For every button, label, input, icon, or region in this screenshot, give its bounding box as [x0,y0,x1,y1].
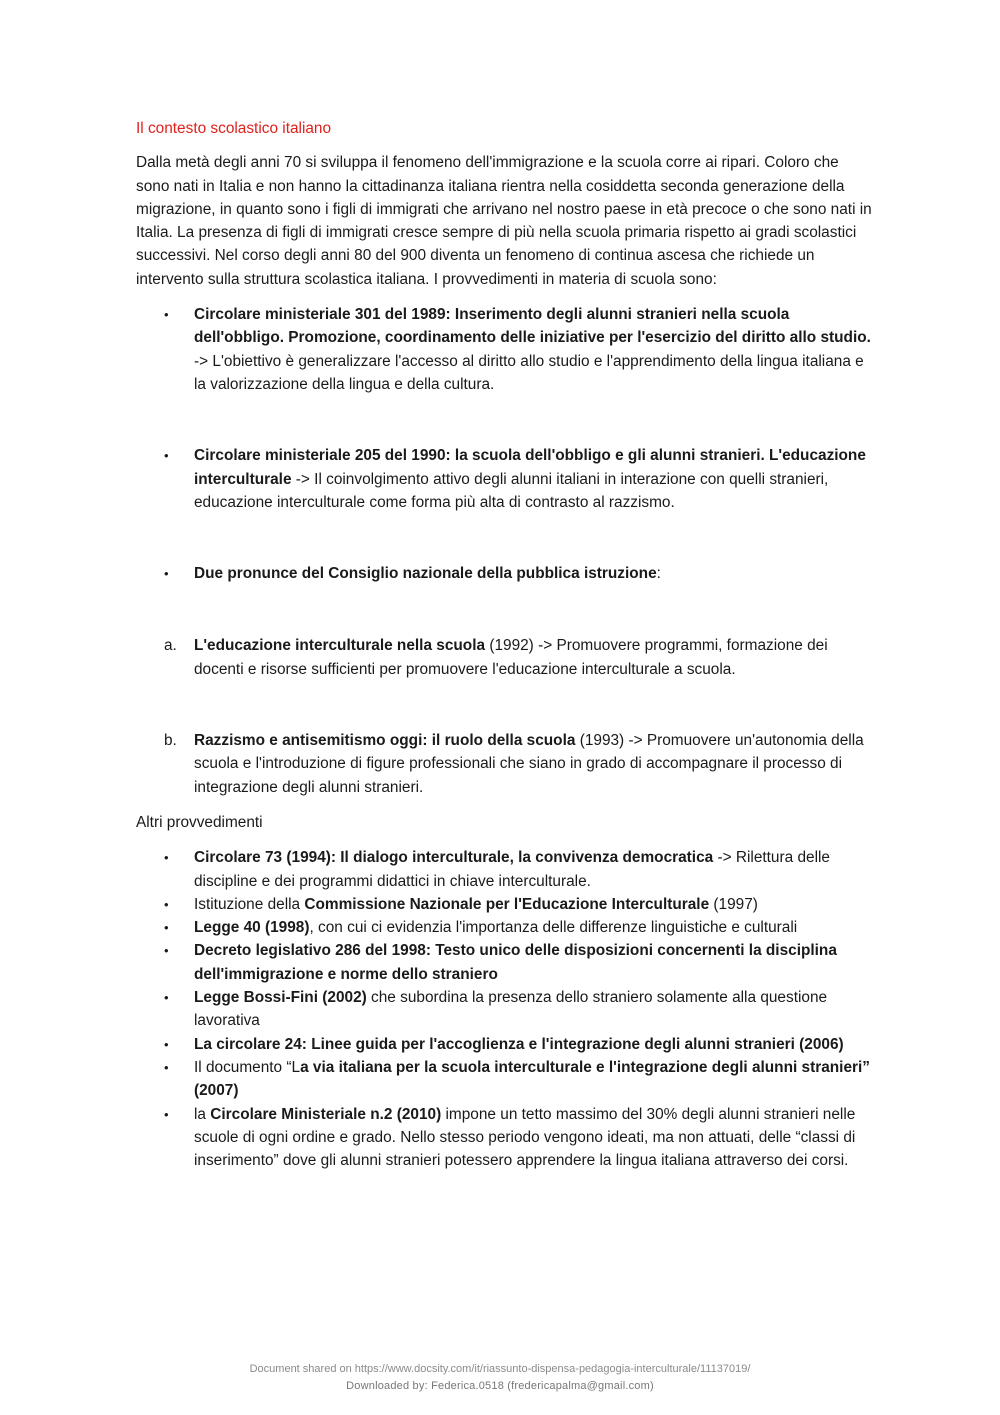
item-bold-text: a via italiana per la scuola interculturale e l'integrazione degli alunni stranieri” (2007) [194,1058,870,1100]
list-item [136,562,876,585]
altri-heading: Altri provvedimenti [136,813,263,831]
item-bold-text: L'educazione interculturale nella scuola [194,637,486,655]
item-text: : [656,565,661,583]
item-text: , con cui ci evidenzia l'importanza delle differenze linguistiche e culturali [309,919,798,937]
item-bold-text: Legge Bossi-Fini (2002) [194,989,367,1007]
item-text: (1993) -> Promuovere un'autonomia della scuola e l'introduzione di figure professionali che siano in grado di accompagnare il processo di integrazione degli alunni stranieri. [194,732,864,796]
list-item [136,846,876,893]
list-item [136,1056,876,1103]
bullet-icon: • [164,1106,169,1122]
bullet-icon: • [164,1059,169,1075]
item-bold-text: Circolare Ministeriale n.2 (2010) [210,1105,442,1123]
item-text: impone un tetto massimo del 30% degli alunni stranieri nelle scuole di ogni ordine e grado. Nello stesso periodo vengono ideati, ma non attuati, delle “classi di inserimento” dove gli alunni stranieri potessero apprendere la lingua italiana attraverso dei corsi. [194,1105,856,1170]
bullet-icon: • [164,943,169,959]
item-pre-text: Istituzione della [194,895,305,913]
item-text: (1997) [709,895,758,913]
section-heading: Il contesto scolastico italiano [136,120,332,137]
item-bold-text: Commissione Nazionale per l'Educazione Interculturale [304,895,710,913]
item-text: -> Il coinvolgimento attivo degli alunni italiani in interazione con quelli stranieri, educazione interculturale come forma più alta di contrasto al razzismo. [194,470,829,511]
item-text: che subordina la presenza dello straniero solamente alla questione lavorativa [194,989,828,1030]
item-bold-text: Circolare ministeriale 301 del 1989: Inserimento degli alunni stranieri nella scuola dell'obbligo. Promozione, coordinamento delle iniziative per l'esercizio del diritto allo studio. [194,306,871,347]
list-item [136,444,876,514]
list-item [136,1033,876,1056]
document-page [136,117,876,1172]
bullet-icon: • [164,990,169,1006]
item-pre-text: Il documento “L [194,1058,301,1076]
bullet-icon: • [164,448,169,464]
provvedimenti-list [136,303,876,585]
item-text: -> Rilettura delle discipline e dei programmi didattici in chiave interculturale. [194,849,830,890]
item-pre-text: la [194,1105,211,1123]
bullet-icon: • [164,920,169,936]
list-item [136,303,876,396]
bullet-icon: • [164,307,169,323]
bullet-icon: • [164,896,169,912]
list-item [136,916,876,939]
list-item [136,1103,876,1173]
list-item [136,729,876,799]
item-text: (1992) -> Promuovere programmi, formazione dei docenti e risorse sufficienti per promuovere l'educazione interculturale a scuola. [194,637,828,678]
footer-downloaded-by: Downloaded by: Federica.0518 (fredericapalma@gmail.com) [346,1380,654,1392]
list-item [136,893,876,916]
list-letter: b. [164,732,177,750]
bullet-icon: • [164,1036,169,1052]
item-bold-text: Circolare 73 (1994): Il dialogo interculturale, la convivenza democratica [194,849,714,867]
bullet-icon: • [164,566,169,582]
item-bold-text: Circolare ministeriale 205 del 1990: la scuola dell'obbligo e gli alunni stranieri. L'educazione interculturale [194,447,866,488]
list-item [136,634,876,681]
item-bold-text: Decreto legislativo 286 del 1998: Testo unico delle disposizioni concernenti la disciplina dell'immigrazione e norme dello straniero [194,942,837,983]
item-text: -> L'obiettivo è generalizzare l'accesso al diritto allo studio e l'apprendimento della lingua italiana e la valorizzazione della lingua e della cultura. [194,352,864,393]
item-bold-text: Due pronunce del Consiglio nazionale della pubblica istruzione [194,565,657,583]
altri-list [136,846,876,1172]
list-item [136,986,876,1033]
list-letter: a. [164,637,177,655]
pronunce-list [136,634,876,798]
list-item [136,939,876,986]
item-bold-text: Razzismo e antisemitismo oggi: il ruolo della scuola [194,732,576,750]
bullet-icon: • [164,850,169,866]
item-bold-text: La circolare 24: Linee guida per l'accoglienza e l'integrazione degli alunni stranieri (2006) [194,1035,844,1053]
item-bold-text: Legge 40 (1998) [194,919,310,937]
footer-shared-link[interactable]: Document shared on https://www.docsity.com/it/riassunto-dispensa-pedagogia-interculturale/11137019/ [249,1363,751,1375]
intro-paragraph: Dalla metà degli anni 70 si sviluppa il fenomeno dell'immigrazione e la scuola corre ai ripari. Coloro che sono nati in Italia e non hanno la cittadinanza italiana rientra nella cosiddetta seconda generazione della migrazione, in quanto sono i figli di immigrati che arrivano nel nostro paese in età precoce o che sono nati in Italia. La presenza di figli di immigrati cresce sempre di più nella scuola primaria rispetto ai gradi scolastici successivi. Nel corso degli anni 80 del 900 diventa un fenomeno di continua ascesa che richiede un intervento sulla struttura scolastica italiana. I provvedimenti in materia di scuola sono: [136,154,872,288]
